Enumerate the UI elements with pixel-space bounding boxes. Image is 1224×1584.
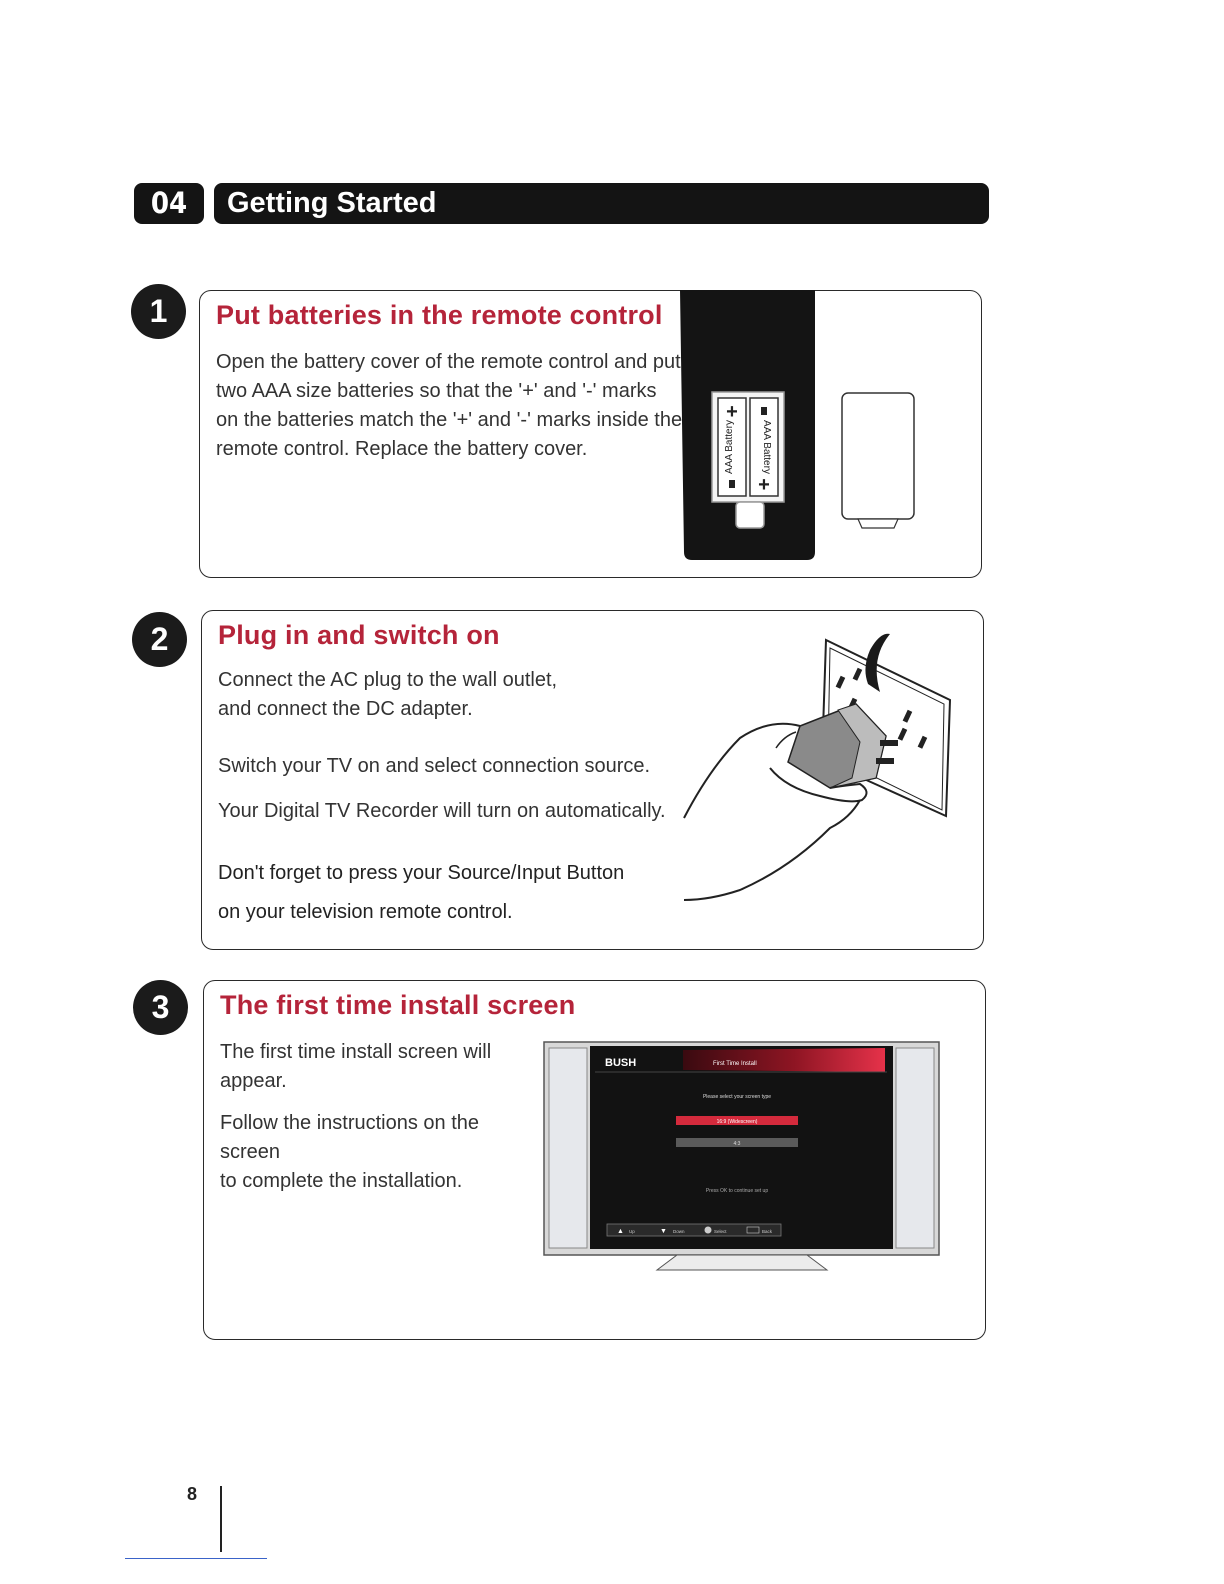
step-2-body (218, 666, 678, 932)
tv-illustration (543, 1040, 941, 1272)
tv-screen-header: First Time Install (713, 1061, 757, 1067)
minus-icon (729, 480, 735, 488)
battery-left-label: AAA Battery (724, 420, 735, 474)
tv-option-selected-label: 16:9 (Widescreen) (716, 1119, 758, 1125)
step-1-body (216, 348, 686, 464)
chapter-number: 04 (134, 183, 204, 224)
tv-stand (657, 1255, 827, 1270)
minus-icon (761, 407, 767, 415)
step-3-body (220, 1038, 530, 1196)
step-1-badge: 1 (131, 284, 186, 339)
remote-battery-illustration (676, 290, 936, 570)
step-3-line-2: appear. (220, 1070, 287, 1092)
plus-icon: + (726, 401, 738, 423)
step-1-line-3: on the batteries match the '+' and '-' marks inside the (216, 409, 683, 431)
page-number: 8 (187, 1484, 198, 1504)
tv-brand-logo: BUSH (605, 1057, 637, 1069)
plug-pin (880, 740, 898, 746)
up-arrow-icon: ▲ (617, 1228, 624, 1235)
battery-right-label: AAA Battery (761, 420, 772, 474)
step-2-line-5: Don't forget to press your Source/Input Button (218, 862, 625, 884)
hand-wrist (684, 800, 860, 900)
step-2-line-3: Switch your TV on and select connection source. (218, 755, 651, 777)
step-3-title: The first time install screen (220, 990, 576, 1020)
step-2-line-2: and connect the DC adapter. (218, 698, 473, 720)
plug-in-illustration (680, 628, 960, 913)
battery-cover (842, 393, 914, 519)
plug-pin (876, 758, 894, 764)
tv-screen-prompt: Please select your screen type (702, 1094, 772, 1100)
battery-clip (736, 502, 764, 528)
chapter-title: Getting Started (214, 183, 989, 224)
step-2-line-1: Connect the AC plug to the wall outlet, (218, 669, 558, 691)
plus-icon: + (758, 474, 770, 496)
step-3-line-4: to complete the installation. (220, 1170, 463, 1192)
step-1-line-2: two AAA size batteries so that the '+' and '-' marks (216, 380, 657, 402)
step-2-badge: 2 (132, 612, 187, 667)
tv-nav-back: Back (762, 1229, 773, 1234)
tv-screen (590, 1046, 893, 1249)
step-1-title: Put batteries in the remote control (216, 300, 663, 330)
tv-speaker-right (896, 1048, 934, 1248)
step-2-title: Plug in and switch on (218, 620, 500, 650)
battery-cover-tab (858, 519, 898, 528)
ok-button-icon (705, 1227, 712, 1234)
step-3-line-1: The first time install screen will (220, 1041, 492, 1063)
step-2-line-4: Your Digital TV Recorder will turn on automatically. (218, 800, 666, 822)
step-1-line-4: remote control. Replace the battery cover. (216, 438, 588, 460)
tv-speaker-left (549, 1048, 587, 1248)
tv-nav-up: Up (629, 1229, 635, 1234)
hand-outline (684, 724, 800, 818)
tv-option-other-label: 4:3 (733, 1141, 741, 1147)
step-2-line-6: on your television remote control. (218, 901, 513, 923)
page-number-divider (220, 1486, 222, 1552)
tv-nav-select: Select (714, 1229, 727, 1234)
step-1-line-1: Open the battery cover of the remote control and put (216, 351, 681, 373)
step-3-badge: 3 (133, 980, 188, 1035)
step-3-line-3: Follow the instructions on the screen (220, 1112, 480, 1163)
tv-screen-hint: Press OK to continue set up (705, 1188, 769, 1194)
down-arrow-icon: ▼ (660, 1228, 667, 1235)
tv-screen-header-bar (683, 1048, 885, 1072)
bottom-rule (125, 1558, 267, 1559)
tv-nav-down: Down (673, 1229, 685, 1234)
